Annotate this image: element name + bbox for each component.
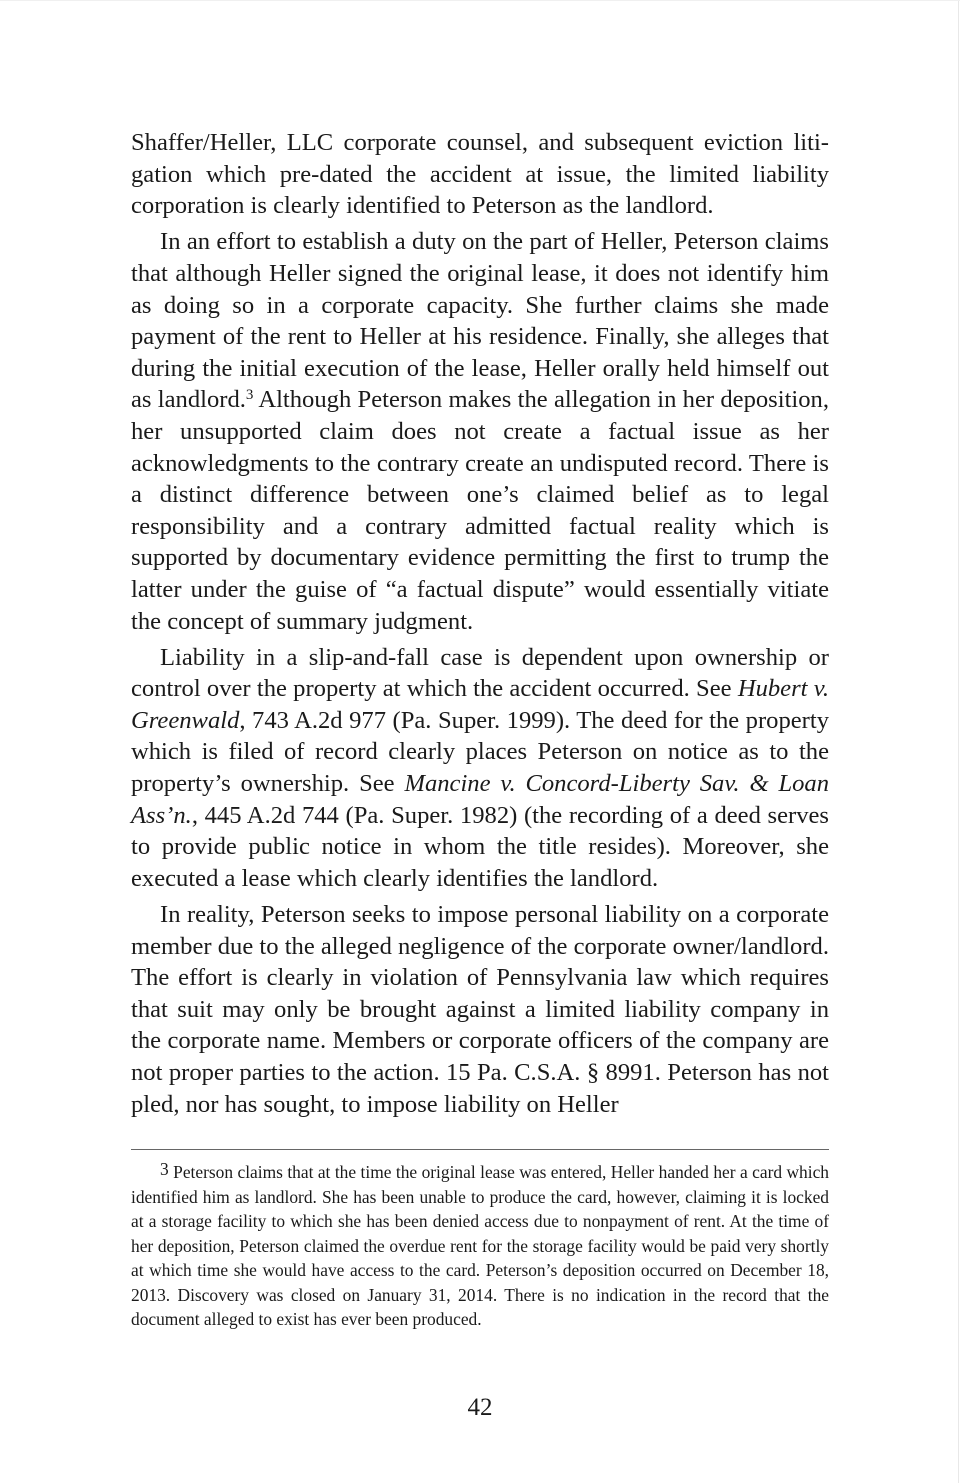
page-number: 42 <box>467 1394 493 1421</box>
paragraph-text: Liability in a slip-and-fall case is dependent upon ownership or control over the property at which the accident occurred. See <box>131 643 829 703</box>
footnote-text: Peterson claims that at the time the original lease was entered, Heller handed her a card which identified him as landlord. She has been unable to produce the card, however, claiming it is locked at a storage facility to which she has been denied access due to nonpayment of rent. At the time of her deposition, Peterson claimed the overdue rent for the storage facility would be paid very shortly at which time she would have access to the card. Peterson’s deposition occurred on December 18, 2013. Discovery was closed on January 31, 2014. There is no indication in the record that the document alleged to exist has ever been produced. <box>131 1162 829 1329</box>
footnote-marker: 3 <box>160 1159 169 1179</box>
paragraph <box>131 899 829 1120</box>
case-citation: Hubert v. Greenwald <box>131 675 830 734</box>
paragraph <box>131 226 829 637</box>
case-citation: Mancine v. Concord-Liberty Sav. & Loan Ass’n. <box>131 770 830 829</box>
footnote-divider <box>131 1149 829 1150</box>
paragraph-text: In reality, Peterson seeks to impose personal liability on a corporate member due to the alleged negligence of the corporate owner/​landlord. The effort is clearly in violation of Pennsylvania law which requires that suit may only be brought against a limited liability company in the corporate name. Members or corporate officers of the company are not proper parties to the action. 15 Pa. C.S.A. § 8991. Peterson has not pled, nor has sought, to impose liability on Heller <box>131 901 829 1118</box>
footnote <box>131 1160 829 1332</box>
paragraph-text: , 445 A.2d 744 (Pa. Super. 1982) (the recording of a deed serves to provide public notice in whom the title resides). Moreover, she executed a lease which clearly identifies the landlord. <box>131 801 829 892</box>
paragraph-text: Shaffer/Heller, LLC corporate counsel, and subsequent eviction litigation which pre-dated the accident at issue, the limited liability corporation is clearly identified to Peterson as the landlord. <box>131 129 829 220</box>
body-text <box>131 127 829 1120</box>
footnote-reference: 3 <box>245 387 254 404</box>
paragraph <box>131 642 829 895</box>
paragraph-text: , 743 A.2d 977 (Pa. Super. 1999). The deed for the property which is filed of record clearly places Peterson on notice as to the property’s ownership. See <box>131 706 829 798</box>
paragraph-text: In an effort to establish a duty on the part of Heller, Peterson claims that although Heller signed the original lease, it does not identify him as doing so in a corporate capacity. She further claims she made payment of the rent to Heller at his residence. Finally, she alleges that during the initial execution of the lease, Heller orally held himself out as landlord. <box>131 228 829 414</box>
paragraph-text: Although Peterson makes the allegation in her deposition, her unsupported claim does not create a factual issue as her acknowledgments to the contrary create an undisputed record. There is a distinct difference between one’s claimed belief as to legal responsibility and a contrary admitted factual reality which is supported by documentary evidence permitting the first to trump the latter under the guise of “a factual dispute” would essentially vitiate the concept of summary judgment. <box>131 386 829 635</box>
paragraph <box>131 127 829 222</box>
